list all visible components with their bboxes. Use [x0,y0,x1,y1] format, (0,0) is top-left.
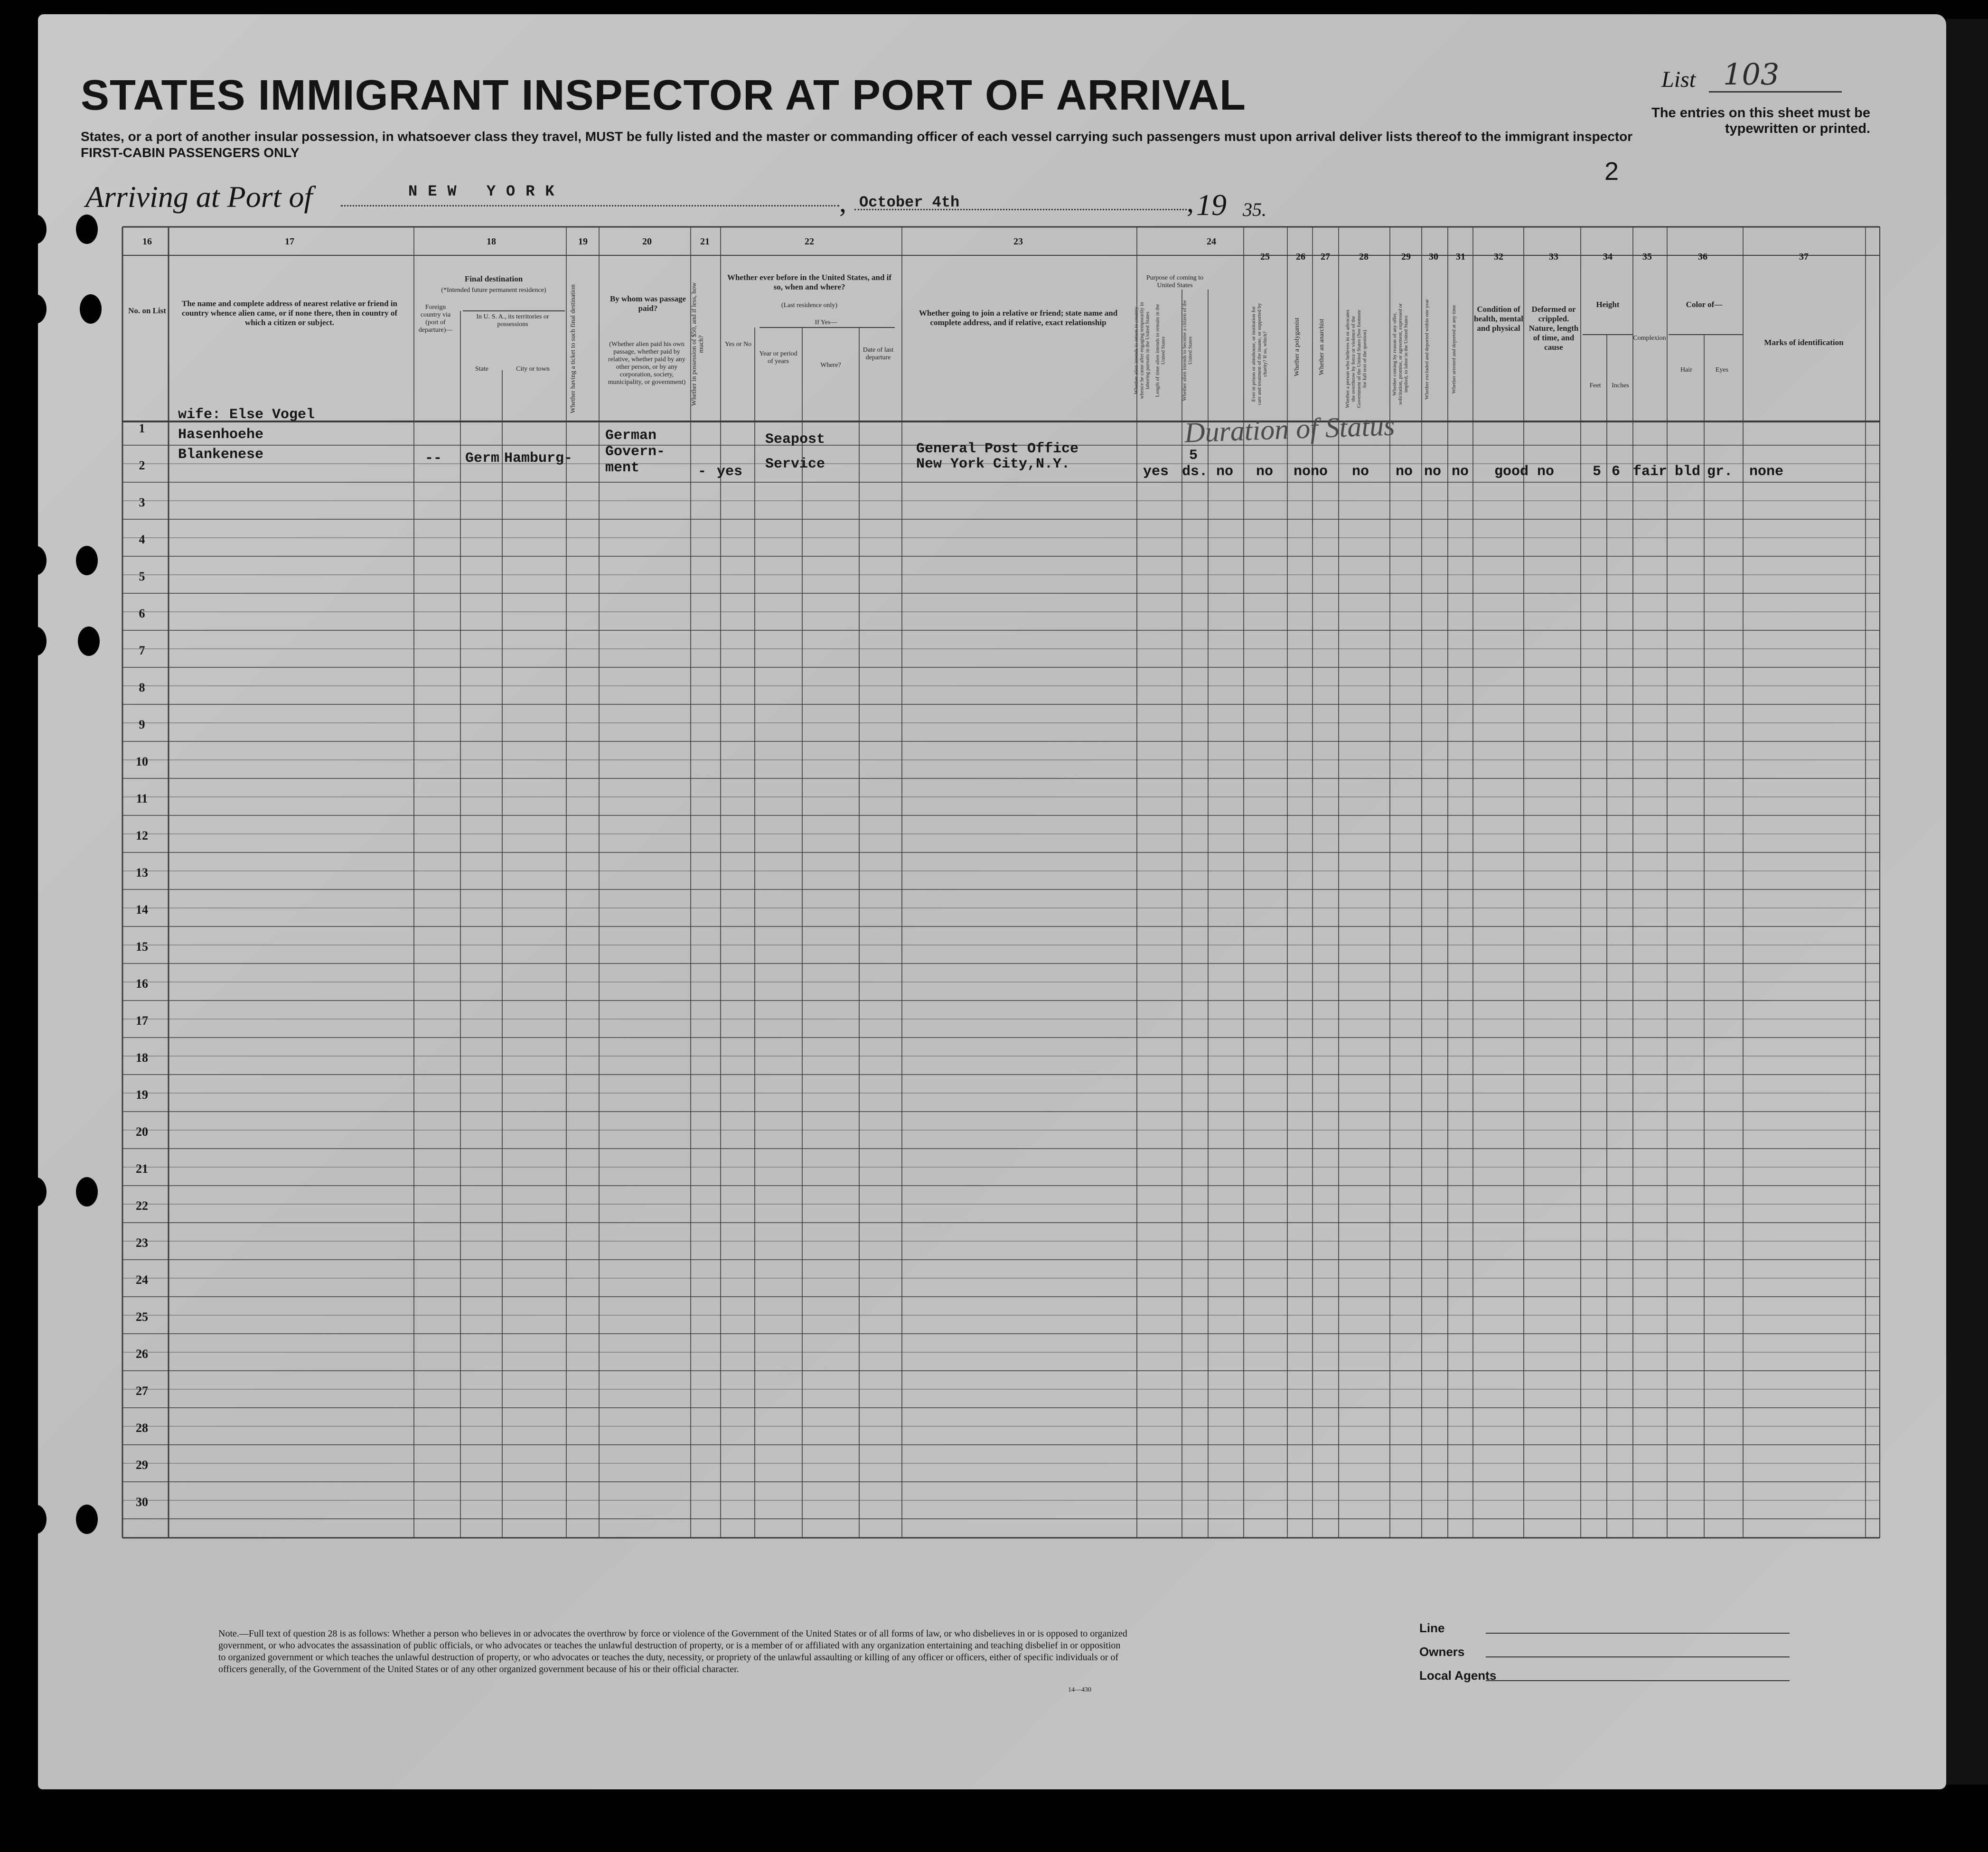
row-number: 25 [136,1310,148,1324]
handwritten-annotation: Duration of Status [1183,410,1396,449]
q29-value: no [1396,464,1413,480]
col28-label: Whether a person who believes in or advocates the overthrow by force or violence of the Government of the United States (See footnote for full text of the question) [1345,309,1368,408]
paid-line-2: Govern- [605,444,666,460]
colnum-29: 29 [1401,252,1411,262]
col22-where: Where? [820,362,841,369]
col26-label: Whether a polygamist [1294,318,1301,376]
colnum-25: 25 [1260,252,1270,262]
colnum-23: 23 [1013,236,1023,247]
col20-label: By whom was passage paid? [610,294,686,313]
row-number: 12 [136,829,148,842]
col24-a: Whether alien intends to return to country whence he came after engaging temporarily in laboring pursuits in the United States [1133,302,1151,399]
col35-label: Complexion [1633,335,1666,342]
colnum-22: 22 [805,236,814,247]
relative-line-1: wife: Else Vogel [178,407,315,423]
citizen-value: no [1216,464,1234,480]
where-line-1: Seapost [765,431,825,448]
row-number: 9 [139,718,145,731]
row-number: 24 [136,1273,148,1287]
health-value: good [1494,464,1529,480]
col22-yesno: Yes or No [724,341,752,348]
row-number: 29 [136,1458,148,1472]
deformed-value: no [1537,464,1555,480]
agents-underline [1486,1680,1790,1681]
row-number: 26 [136,1347,148,1361]
row-number: 5 [139,570,145,583]
col18-foreign: Foreign country via (port of departure)— [418,304,453,334]
col24-b: Length of time alien intends to remain in the United States [1154,304,1166,397]
q28-value: no [1352,464,1369,480]
length-stay-unit: ds. [1182,464,1208,480]
col22-label: Whether ever before in the United States, and if so, when and where? [727,273,892,291]
row-number: 17 [136,1014,148,1028]
feet-value: 5 [1593,464,1602,480]
date-value: October 4th [859,194,960,211]
colnum-31: 31 [1456,252,1465,262]
col34-inches: Inches [1612,382,1629,389]
col19-label: Whether having a ticket to such final destination [570,284,577,413]
row-number: 28 [136,1421,148,1435]
page-title: STATES IMMIGRANT INSPECTOR AT PORT OF ARRIVAL [81,72,1246,119]
col23-label: Whether going to join a relative or friend; state name and complete address, and if relative, exact relationship [919,309,1118,327]
col22-date: Date of last departure [863,346,894,361]
row-number: 30 [136,1495,148,1509]
colnum-16: 16 [142,236,152,247]
form-number: 14—430 [1068,1686,1091,1693]
row-number: 22 [136,1199,148,1213]
eyes-value: gr. [1707,464,1733,480]
hair-value: bld [1675,464,1701,480]
colnum-28: 28 [1359,252,1369,262]
relative-line-2: Hasenhoehe [178,427,264,443]
colnum-24: 24 [1207,236,1216,247]
list-label: List [1661,67,1696,92]
row-number: 20 [136,1125,148,1139]
complexion-value: fair [1633,464,1668,480]
row-number: 14 [136,903,148,917]
row-number: 23 [136,1236,148,1250]
comma: , [839,187,846,218]
col29-label: Whether coming by reason of any offer, solicitation, promise, or agreement, expressed or implied, to labor in the United States [1392,303,1409,405]
ever-before-value: yes [717,464,743,480]
row-number: 27 [136,1384,148,1398]
arriving-label: Arriving at Port of [85,180,313,214]
local-agents-label: Local Agents [1419,1668,1497,1683]
colnum-26: 26 [1296,252,1305,262]
colnum-19: 19 [578,236,588,247]
col30-label: Whether excluded and deported within one year [1424,299,1430,400]
col18-label: Final destination [464,274,523,283]
row-number: 21 [136,1162,148,1176]
col24-c: Whether alien intends to become a citizen of the United States [1182,300,1193,401]
q31-value: no [1452,464,1469,480]
colnum-18: 18 [487,236,496,247]
prison-value: no [1256,464,1274,480]
col18-note: (*Intended future permanent residence) [441,287,546,294]
colnum-30: 30 [1429,252,1438,262]
paid-line-1: German [605,428,657,444]
year-suffix: 35. [1243,199,1266,220]
list-number: 103 [1723,57,1780,92]
col36-eyes: Eyes [1715,366,1729,374]
col27-label: Whether an anarchist [1318,318,1325,375]
col25-label: Ever in prison or almshouse, or institution for care and treatment of the insane, or supported by charity? If so, which? [1251,303,1268,405]
colnum-17: 17 [285,236,294,247]
year-prefix: 19 [1196,188,1227,222]
colnum-21: 21 [700,236,710,247]
where-line-2: Service [765,456,825,472]
col33-label: Deformed or crippled. Nature, length of time, and cause [1529,305,1579,352]
col18-city: City or town [516,365,550,373]
col22-note: (Last residence only) [781,302,838,309]
marks-value: none [1749,464,1784,480]
row-number: 6 [139,607,145,620]
state-value: Germ [465,450,500,467]
row-number: 15 [136,940,148,954]
col36-label: Color of— [1686,300,1723,309]
port-value: NEW YORK [408,183,565,200]
owners-label: Owners [1419,1645,1465,1659]
row-number: 8 [139,681,145,694]
colnum-33: 33 [1549,252,1558,262]
colnum-20: 20 [642,236,652,247]
col31-label: Whether arrested and deported at any time [1451,305,1457,394]
col34-label: Height [1596,300,1620,309]
entries-note: The entries on this sheet must be typewritten or printed. [1651,105,1870,136]
line-label: Line [1419,1621,1445,1635]
col34-feet: Feet [1589,382,1601,389]
city-value: Hamburg- [504,450,573,467]
colnum-36: 36 [1698,252,1707,262]
col18-state: State [475,365,488,373]
join-line-1: General Post Office [916,441,1079,457]
col21-label: Whether in possession of $50, and if less, how much? [691,282,705,406]
row-number: 18 [136,1051,148,1065]
row-number: 19 [136,1088,148,1102]
inches-value: 6 [1612,464,1621,480]
col22-period: Year or period of years [759,350,797,365]
foreign-via-value: -- [425,450,442,467]
col37-label: Marks of identification [1764,338,1844,347]
row-number: 10 [136,755,148,768]
line-underline [1486,1633,1790,1634]
row-number: 16 [136,977,148,991]
sheet-number: 2 [1604,157,1619,186]
row-number: 7 [139,644,145,657]
footnote: Note.—Full text of question 28 is as follows: Whether a person who believes in or advocates the overthrow by force or violence of the Government of the United States or of all forms of law, or who disbelieves in or is opposed to organized government, or who advocates the assassination of public officials, or who advocates or teaches the unlawful destruction of property, or is a member of or affiliated with any organization entertaining and teaching disbelief in or opposition to organized government or which teaches the unlawful destruction of property, or who advocates or teaches the duty, necessity, or propriety of the unlawful assaulting or killing of any officer or officers, either of specific individuals or of officers generally, of the Government of the United States or of any other organized government because of his or their official character. [218,1628,1127,1674]
col16-label: No. on List [128,306,166,315]
join-line-2: New York City,N.Y. [916,456,1070,472]
row-number: 3 [139,496,145,509]
class-line: FIRST-CABIN PASSENGERS ONLY [81,145,300,160]
row-number: 1 [139,421,145,435]
intro-line: States, or a port of another insular possession, in whatsoever class they travel, MUST be fully listed and the master or commanding officer of each vessel carrying such passengers must upon arrival deliver lists thereof to the immigrant inspector [81,129,1633,144]
purpose-return-value: yes [1143,464,1169,480]
row-number: 13 [136,866,148,879]
owners-underline [1486,1656,1790,1657]
colnum-37: 37 [1799,252,1809,262]
col32-label: Condition of health, mental and physical [1474,305,1523,333]
col18-usa: In U. S. A., its territories or possessions [476,313,549,328]
fifty-value: - [698,464,707,480]
q30-value: no [1424,464,1442,480]
col22-ifyes: If Yes— [815,319,837,326]
colnum-35: 35 [1642,252,1652,262]
length-stay-value: 5 [1189,448,1198,464]
paid-line-3: ment [605,460,640,476]
row-number: 11 [136,792,148,805]
col17-label: The name and complete address of nearest relative or friend in country whence alien came, or if none there, then in country of which a citizen or subject. [181,299,398,327]
row-number: 2 [139,458,145,472]
colnum-32: 32 [1494,252,1503,262]
polygamist-anarchist-value: nono [1294,464,1328,480]
comma: , [1187,187,1194,218]
row-number: 4 [139,533,145,546]
relative-line-3: Blankenese [178,447,264,463]
col24-label: Purpose of coming to United States [1146,274,1204,289]
colnum-34: 34 [1603,252,1613,262]
col20-note: (Whether alien paid his own passage, whether paid by relative, whether paid by any other person, or by any corporation, society, municipality, or government) [608,341,686,386]
colnum-27: 27 [1321,252,1330,262]
col36-hair: Hair [1680,366,1692,374]
